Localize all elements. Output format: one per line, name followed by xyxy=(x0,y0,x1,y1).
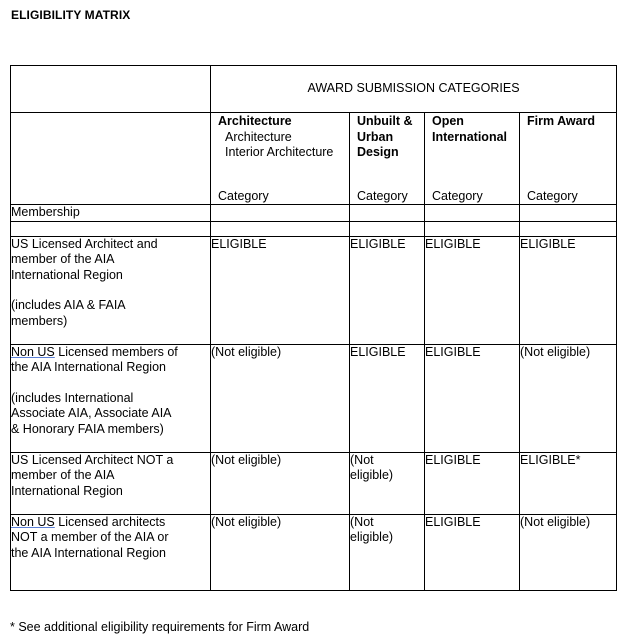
category-architecture-title: Architecture xyxy=(218,114,292,128)
row-4-firm-value: (Not eligible) xyxy=(520,514,617,590)
row-1-line-3: International Region xyxy=(11,267,123,282)
spacer-row xyxy=(11,221,617,236)
row-2-open-value: ELIGIBLE xyxy=(425,344,520,452)
row-2-note-2: Associate AIA, Associate AIA xyxy=(11,406,172,420)
row-2-note-3: & Honorary FAIA members) xyxy=(11,421,164,436)
category-architecture-sub-1: Architecture xyxy=(225,129,292,144)
header-row xyxy=(11,66,617,113)
row-3-line-3: International Region xyxy=(11,483,123,498)
membership-label: Membership xyxy=(11,205,211,222)
document-title: ELIGIBILITY MATRIX xyxy=(11,8,131,22)
category-unbuilt-label: Category xyxy=(357,188,408,203)
table-row xyxy=(11,344,617,452)
spacer-cell-1 xyxy=(211,221,350,236)
membership-empty-4 xyxy=(520,205,617,222)
category-open-label: Category xyxy=(432,188,483,203)
category-architecture-sub-2: Interior Architecture xyxy=(225,145,334,159)
row-1-membership-cell xyxy=(11,236,211,344)
row-4-membership-cell xyxy=(11,514,211,590)
table-row xyxy=(11,452,617,514)
category-unbuilt-title-1: Unbuilt & xyxy=(357,114,413,128)
row-4-unbuilt-value-1: (Not xyxy=(350,514,374,529)
category-firm-award-title: Firm Award xyxy=(527,114,596,128)
row-1-architecture-value: ELIGIBLE xyxy=(211,236,350,344)
row-3-line-2: member of the AIA xyxy=(11,468,115,482)
category-open-title-2: International xyxy=(432,129,508,144)
spacer-cell-2 xyxy=(350,221,425,236)
spacer-cell-4 xyxy=(520,221,617,236)
row-2-line-1 xyxy=(11,345,210,361)
table-row xyxy=(11,514,617,590)
row-1-line-2: member of the AIA xyxy=(11,252,115,266)
row-2-membership-cell xyxy=(11,344,211,452)
category-firm-award-label: Category xyxy=(527,188,578,203)
row-1-open-value: ELIGIBLE xyxy=(425,236,520,344)
category-unbuilt-title-2: Urban xyxy=(357,129,394,144)
row-4-architecture-value: (Not eligible) xyxy=(211,514,350,590)
row-3-line-1: US Licensed Architect NOT a xyxy=(11,452,174,467)
row-1-line-1: US Licensed Architect and xyxy=(11,236,158,251)
header-empty-cell xyxy=(11,66,211,113)
category-open-international-cell xyxy=(425,113,520,205)
row-3-firm-value: ELIGIBLE* xyxy=(520,452,617,514)
category-architecture-label: Category xyxy=(218,188,269,203)
row-2-architecture-value: (Not eligible) xyxy=(211,344,350,452)
table-row xyxy=(11,236,617,344)
category-names-row xyxy=(11,113,617,205)
row-2-prefix: Non US xyxy=(11,344,55,359)
row-4-line-1 xyxy=(11,515,210,531)
row-3-unbuilt-value-2: eligible) xyxy=(350,468,394,482)
category-empty-cell xyxy=(11,113,211,205)
membership-empty-1 xyxy=(211,205,350,222)
membership-empty-3 xyxy=(425,205,520,222)
row-2-line-1-rest: Licensed members of xyxy=(54,344,178,359)
row-4-unbuilt-cell xyxy=(350,514,425,590)
category-unbuilt-cell xyxy=(350,113,425,205)
row-2-line-2: the AIA International Region xyxy=(11,360,166,374)
row-4-unbuilt-value-2: eligible) xyxy=(350,530,394,544)
category-open-title-1: Open xyxy=(432,114,464,128)
category-architecture-cell xyxy=(211,113,350,205)
row-3-unbuilt-cell xyxy=(350,452,425,514)
row-4-line-3: the AIA International Region xyxy=(11,545,166,560)
spacer-cell-0 xyxy=(11,221,211,236)
row-1-firm-value: ELIGIBLE xyxy=(520,236,617,344)
row-4-line-1-rest: Licensed architects xyxy=(54,514,166,529)
membership-row xyxy=(11,205,617,222)
row-1-note-1: (includes AIA & FAIA xyxy=(11,298,126,312)
row-3-membership-cell xyxy=(11,452,211,514)
row-4-prefix: Non US xyxy=(11,514,55,529)
eligibility-matrix-table xyxy=(10,65,617,591)
row-2-unbuilt-value: ELIGIBLE xyxy=(350,344,425,452)
spacer-cell-3 xyxy=(425,221,520,236)
footnote: * See additional eligibility requirements for Firm Award xyxy=(10,620,310,634)
row-3-open-value: ELIGIBLE xyxy=(425,452,520,514)
award-submission-categories-header: AWARD SUBMISSION CATEGORIES xyxy=(211,66,617,113)
row-3-architecture-value: (Not eligible) xyxy=(211,452,350,514)
row-1-note-2: members) xyxy=(11,313,68,328)
membership-empty-2 xyxy=(350,205,425,222)
row-2-firm-value: (Not eligible) xyxy=(520,344,617,452)
row-1-unbuilt-value: ELIGIBLE xyxy=(350,236,425,344)
category-unbuilt-title-3: Design xyxy=(357,145,399,159)
category-firm-award-cell xyxy=(520,113,617,205)
row-4-open-value: ELIGIBLE xyxy=(425,514,520,590)
row-4-line-2: NOT a member of the AIA or xyxy=(11,530,169,544)
row-2-note-1: (includes International xyxy=(11,390,134,405)
row-3-unbuilt-value-1: (Not xyxy=(350,452,374,467)
